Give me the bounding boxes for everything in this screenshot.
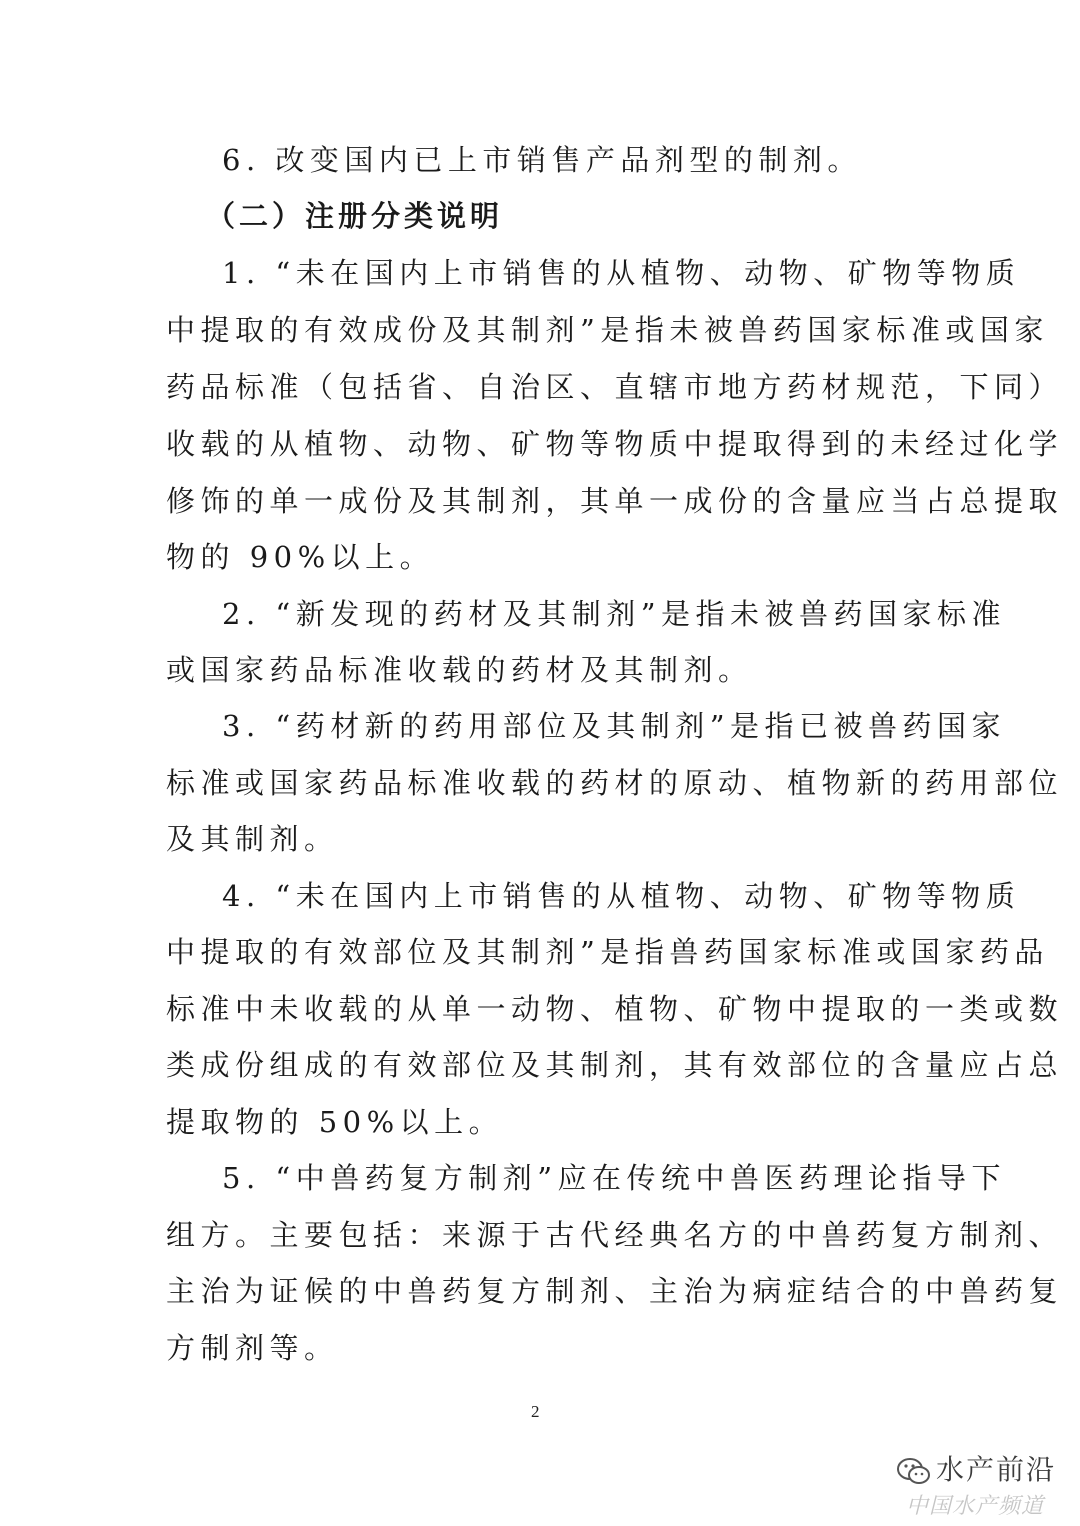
text-line: 修饰的单一成份及其制剂，其单一成份的含量应当占总提取 bbox=[166, 484, 1064, 518]
text-line: 或国家药品标准收载的药材及其制剂。 bbox=[166, 653, 753, 687]
text-line: 物的 90%以上。 bbox=[166, 540, 435, 574]
watermark-account-name: 水产前沿 bbox=[936, 1453, 1057, 1486]
text-line: 药品标准（包括省、自治区、直辖市地方药材规范，下同） bbox=[166, 370, 1064, 404]
text-line: 标准或国家药品标准收载的药材的原动、植物新的药用部位 bbox=[166, 766, 1064, 800]
text-line: 主治为证候的中兽药复方制剂、主治为病症结合的中兽药复 bbox=[166, 1274, 1064, 1308]
text-line: 3. “药材新的药用部位及其制剂”是指已被兽药国家 bbox=[222, 709, 1007, 743]
watermark-site-name: 中国水产频道 bbox=[906, 1494, 1045, 1519]
watermark bbox=[896, 1452, 1080, 1526]
text-line: 及其制剂。 bbox=[166, 822, 339, 856]
text-line: 中提取的有效成份及其制剂”是指未被兽药国家标准或国家 bbox=[166, 313, 1049, 347]
text-line: 4. “未在国内上市销售的从植物、动物、矿物等物质 bbox=[222, 879, 1021, 913]
section-heading: （二）注册分类说明 bbox=[206, 199, 504, 233]
text-line: 标准中未收载的从单一动物、植物、矿物中提取的一类或数 bbox=[166, 992, 1064, 1026]
text-line: 5. “中兽药复方制剂”应在传统中兽医药理论指导下 bbox=[222, 1161, 1007, 1195]
text-line: 类成份组成的有效部位及其制剂，其有效部位的含量应占总 bbox=[166, 1048, 1064, 1082]
text-line: 方制剂等。 bbox=[166, 1331, 339, 1365]
text-line: 1. “未在国内上市销售的从植物、动物、矿物等物质 bbox=[222, 256, 1021, 290]
text-line: 6. 改变国内已上市销售产品剂型的制剂。 bbox=[222, 143, 862, 177]
wechat-icon bbox=[896, 1454, 932, 1490]
text-line: 提取物的 50%以上。 bbox=[166, 1105, 504, 1139]
text-line: 收载的从植物、动物、矿物等物质中提取得到的未经过化学 bbox=[166, 427, 1064, 461]
page-number: 2 bbox=[531, 1402, 540, 1421]
text-line: 中提取的有效部位及其制剂”是指兽药国家标准或国家药品 bbox=[166, 935, 1049, 969]
text-line: 2. “新发现的药材及其制剂”是指未被兽药国家标准 bbox=[222, 597, 1007, 631]
text-line: 组方。主要包括：来源于古代经典名方的中兽药复方制剂、 bbox=[166, 1218, 1064, 1252]
